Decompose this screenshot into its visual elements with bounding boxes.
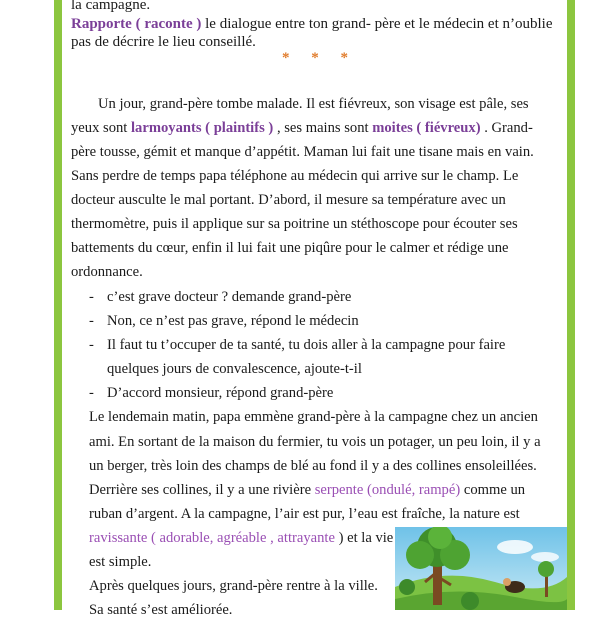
intro-line-2: pas de décrire le lieu conseillé.: [71, 34, 256, 50]
synonym-larmoyants: larmoyants ( plaintifs ): [131, 120, 274, 136]
ending-text: ) et la vie: [334, 530, 394, 546]
page-border-left: [54, 0, 62, 610]
ending-line-1: Le lendemain matin, papa emmène grand-père à la campagne chez un ancien: [89, 409, 538, 425]
page-border-right: [567, 0, 575, 610]
ending-line-5: ruban d’argent. A la campagne, l’air est pur, l’eau est fraîche, la nature est: [89, 506, 520, 522]
ending-line-4: [89, 481, 525, 499]
story-text: . Grand-: [480, 120, 533, 136]
ending-line-2: ami. En sortant de la maison du fermier, tu vois un potager, un peu loin, il y a: [89, 434, 541, 450]
dialogue-line-3a: Il faut tu t’occuper de ta santé, tu dois aller à la campagne pour faire: [107, 337, 506, 353]
ending-line-3: un berger, très loin des champs de blé au fond il y a des collines ensoleillées.: [89, 458, 537, 474]
dialogue-dash: -: [89, 337, 94, 353]
story-line-2: [71, 119, 533, 137]
intro-emphasis: Rapporte ( raconte ): [71, 16, 202, 32]
dialogue-line-3b: quelques jours de convalescence, ajoute-t-il: [107, 361, 362, 377]
countryside-illustration: [395, 527, 567, 610]
dialogue-dash: -: [89, 313, 94, 329]
synonym-ravissante: ravissante ( adorable, agréable , attrayante: [89, 530, 335, 546]
ending-line-8: Après quelques jours, grand-père rentre à la ville.: [89, 578, 378, 594]
ending-line-6: [89, 529, 393, 547]
synonym-moites: moites ( fiévreux): [372, 120, 481, 136]
story-line-7: battements du cœur, enfin il lui fait une piqûre pour le calmer et rédige une: [71, 240, 509, 256]
story-line-5: docteur ausculte le mal portant. D’abord, il mesure sa température avec un: [71, 192, 506, 208]
story-line-3: père tousse, gémit et manque d’appétit. Maman lui fait une tisane mais en vain.: [71, 144, 534, 160]
story-line-6: thermomètre, puis il applique sur sa poitrine un stéthoscope pour écouter ses: [71, 216, 518, 232]
ending-line-7: est simple.: [89, 554, 152, 570]
countryside-tree-icon: [395, 527, 567, 610]
ending-line-9: Sa santé s’est améliorée.: [89, 602, 233, 618]
synonym-serpente: serpente (ondulé, rampé): [314, 482, 461, 498]
intro-line-0: la campagne.: [71, 0, 151, 13]
story-line-8: ordonnance.: [71, 264, 143, 280]
story-line-1: Un jour, grand-père tombe malade. Il est fiévreux, son visage est pâle, ses: [98, 96, 529, 112]
story-text: yeux sont: [71, 120, 131, 136]
separator-stars: * * *: [282, 50, 357, 66]
story-text: , ses mains sont: [273, 120, 373, 136]
dialogue-line-1: c’est grave docteur ? demande grand-père: [107, 289, 352, 305]
dialogue-line-2: Non, ce n’est pas grave, répond le médecin: [107, 313, 359, 329]
intro-line-1-rest: le dialogue entre ton grand- père et le médecin et n’oublie: [201, 16, 553, 32]
dialogue-dash: -: [89, 289, 94, 305]
story-line-4: Sans perdre de temps papa téléphone au médecin qui arrive sur le champ. Le: [71, 168, 519, 184]
ending-text: Derrière ses collines, il y a une rivière: [89, 482, 315, 498]
ending-text: comme un: [460, 482, 526, 498]
dialogue-line-4: D’accord monsieur, répond grand-père: [107, 385, 334, 401]
dialogue-dash: -: [89, 385, 94, 401]
intro-line-1: [71, 15, 553, 33]
